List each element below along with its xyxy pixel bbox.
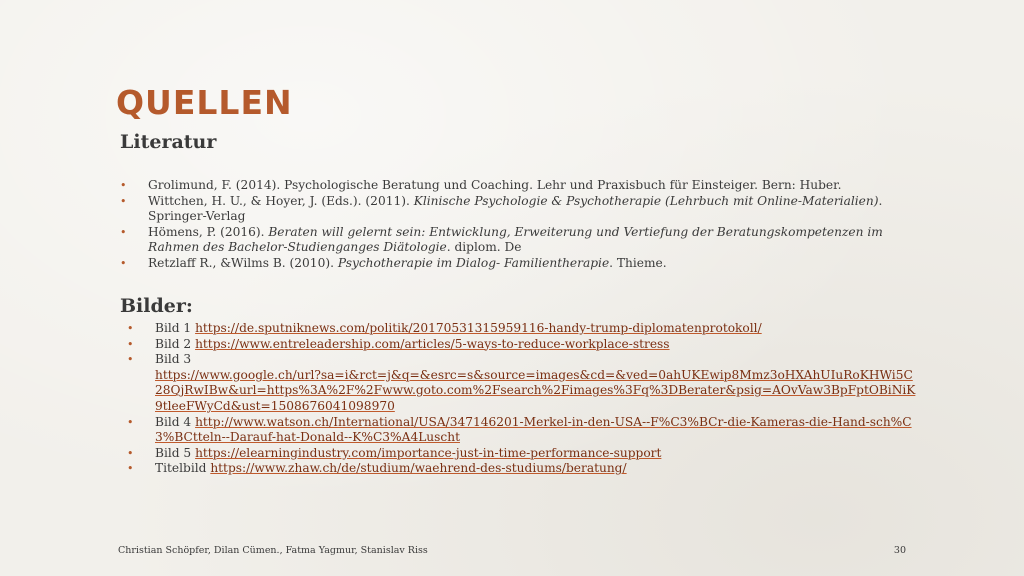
bullet-icon: • [120, 256, 127, 270]
bullet-icon: • [120, 225, 127, 239]
literatur-item [120, 194, 900, 225]
bilder-label: Bild 5 [155, 445, 196, 460]
bilder-item [127, 415, 917, 446]
bilder-item [127, 461, 917, 477]
bilder-item [127, 352, 917, 414]
bilder-label: Titelbild [155, 461, 211, 476]
bild-1-link[interactable]: https://de.sputniknews.com/politik/20170531315959116-handy-trump-diplomatenprotokoll/ [195, 321, 762, 335]
bilder-label: Bild 3 [155, 352, 192, 367]
bilder-item [127, 337, 917, 353]
bullet-icon: • [127, 446, 134, 460]
bullet-icon: • [127, 337, 134, 351]
bullet-icon: • [127, 322, 134, 335]
bilder-heading: Bilder: [120, 295, 193, 317]
bild-3-link[interactable]: https://www.google.ch/url?sa=i&rct=j&q=&esrc=s&source=images&cd=&ved=0ahUKEwip8Mmz3oHXAhUIuRoKHWi5C28QjRwIBw&url=https%3A%2F%2Fwww.goto.com%2Fsearch%2Fimages%3Fq%3DBerater&psig=AOvVaw3BpFptOBiNiK9tleeFWyCd&ust=1508676041098970 [155, 367, 916, 413]
literatur-text: Grolimund, F. (2014). Psychologische Beratung und Coaching. Lehr und Praxisbuch für Einsteiger. Bern: Huber. [148, 178, 842, 192]
literatur-text: Hömens, P. (2016). [148, 224, 269, 239]
literatur-title: Psychotherapie im Dialog- Familientherapie [337, 255, 610, 270]
page-number: 30 [893, 545, 906, 556]
bullet-icon: • [127, 415, 134, 429]
bild-5-link[interactable]: https://elearningindustry.com/importance-just-in-time-performance-support [195, 445, 662, 460]
bilder-list [127, 321, 917, 477]
bild-4-link[interactable]: http://www.watson.ch/International/USA/347146201-Merkel-in-den-USA--F%C3%BCr-die-Kameras-die-Hand-sch%C3%BCtteln--Darauf-hat-Donald--K%C3%A4Luscht [155, 414, 912, 445]
slide-title: QUELLEN [116, 83, 293, 122]
footer-authors: Christian Schöpfer, Dilan Cümen., Fatma Yagmur, Stanislav Riss [118, 545, 428, 556]
literatur-item [120, 178, 900, 194]
bilder-label: Bild 2 [155, 336, 196, 351]
bilder-item [127, 446, 917, 462]
bilder-item [127, 321, 917, 337]
literatur-suffix: . Thieme. [609, 255, 667, 270]
titelbild-link[interactable]: https://www.zhaw.ch/de/studium/waehrend-des-studiums/beratung/ [210, 461, 627, 476]
literatur-suffix: . Springer-Verlag [148, 193, 883, 224]
bild-2-link[interactable]: https://www.entreleadership.com/articles/5-ways-to-reduce-workplace-stress [195, 336, 670, 351]
bullet-icon: • [120, 179, 127, 192]
bilder-label: Bild 1 [155, 321, 196, 335]
bullet-icon: • [127, 353, 134, 367]
literatur-item [120, 256, 900, 272]
literatur-suffix: . diplom. De [446, 240, 522, 255]
literatur-text: Retzlaff R., &Wilms B. (2010). [148, 255, 338, 270]
bullet-icon: • [120, 194, 127, 208]
literatur-text: Wittchen, H. U., & Hoyer, J. (Eds.). (2011). [148, 193, 414, 208]
literatur-list [120, 178, 900, 272]
bullet-icon: • [127, 462, 134, 476]
literatur-item [120, 225, 900, 256]
literatur-title: Beraten will gelernt sein: Entwicklung, Erweiterung und Vertiefung der Beratungskompetenzen im Rahmen des Bachelor-Studienganges Diätologie [148, 224, 883, 255]
literatur-title: Klinische Psychologie & Psychotherapie (Lehrbuch mit Online-Materialien) [413, 193, 879, 208]
literatur-heading: Literatur [120, 131, 217, 153]
bilder-label: Bild 4 [155, 414, 196, 429]
